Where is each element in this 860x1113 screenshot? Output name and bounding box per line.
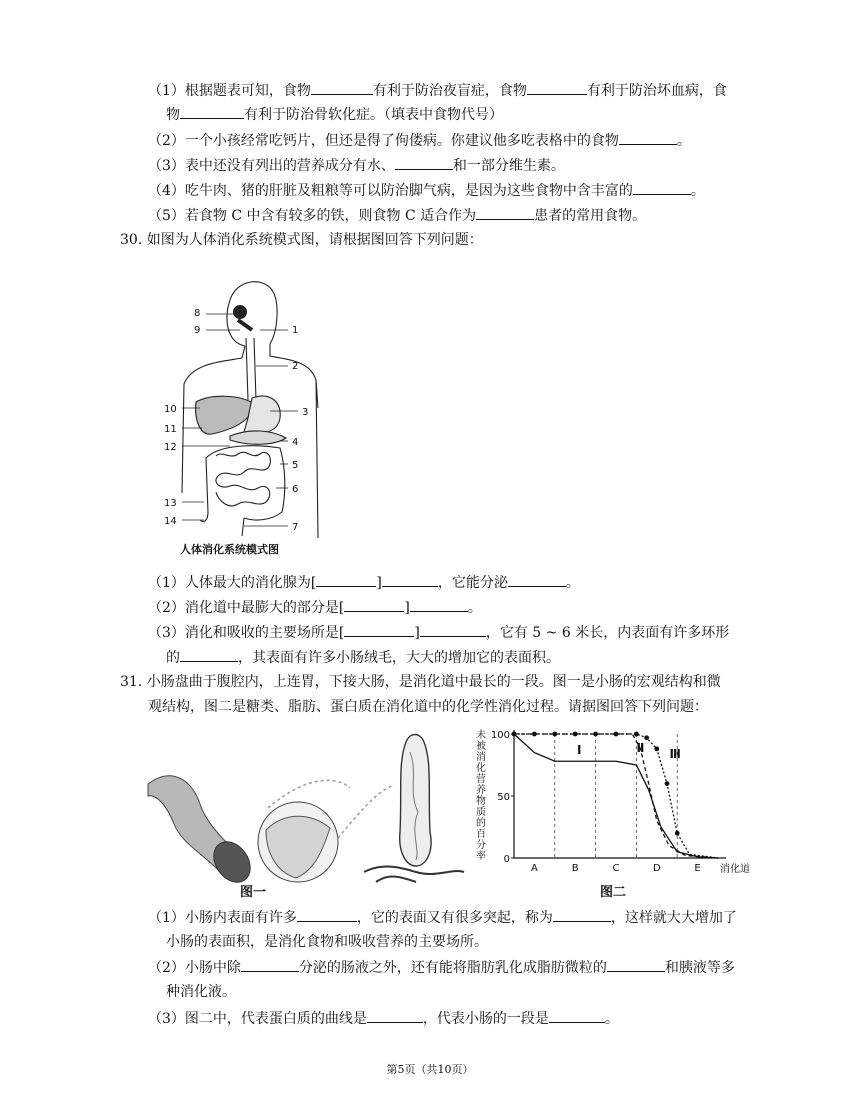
figure-label-7: 7 bbox=[292, 522, 299, 533]
figure-2-caption: 图二 bbox=[600, 885, 627, 900]
q31-stem-line-1: 31. 小肠盘曲于腹腔内，上连胃，下接大肠，是消化道中最长的一段。图一是小肠的宏观结构和微 bbox=[120, 674, 721, 690]
y-tick-label: 100 bbox=[490, 730, 510, 741]
answer-blank[interactable] bbox=[316, 572, 376, 587]
q31-item-1-line-2: 小肠的表面积，是消化食物和吸收营养的主要场所。 bbox=[166, 934, 488, 950]
rectum bbox=[242, 518, 244, 536]
q29-item-5: （5）若食物 C 中含有较多的铁，则食物 C 适合作为 患者的常用食物。 bbox=[148, 205, 646, 226]
y-tick-label: 0 bbox=[503, 854, 510, 865]
answer-blank[interactable] bbox=[241, 957, 299, 972]
salivary-gland bbox=[233, 305, 247, 319]
chart-ylabel bbox=[476, 728, 486, 862]
answer-blank[interactable] bbox=[180, 104, 244, 119]
x-tick-label: E bbox=[694, 863, 701, 874]
q30-item-1: （1）人体最大的消化腺为[ ] ，它能分泌 。 bbox=[148, 572, 580, 593]
ylabel-char: 质 bbox=[476, 807, 486, 818]
ylabel-char: 养 bbox=[476, 785, 486, 796]
digestive-system-figure bbox=[160, 268, 360, 568]
y-tick-label: 50 bbox=[497, 792, 510, 803]
figure-label-10: 10 bbox=[164, 404, 177, 415]
small-intestine bbox=[216, 452, 271, 506]
chart-axes bbox=[514, 730, 726, 858]
figure-label-8: 8 bbox=[194, 308, 201, 319]
answer-blank[interactable] bbox=[508, 572, 566, 587]
series-point bbox=[593, 732, 598, 737]
answer-blank[interactable] bbox=[344, 597, 404, 612]
villus bbox=[400, 735, 431, 867]
series-line bbox=[514, 734, 718, 858]
figure-label-2: 2 bbox=[292, 361, 299, 372]
figure-label-5: 5 bbox=[292, 460, 299, 471]
series-line bbox=[514, 734, 718, 858]
chart-grid bbox=[555, 734, 677, 858]
small-intestine-figure bbox=[140, 722, 470, 900]
ylabel-char: 的 bbox=[476, 818, 486, 829]
figure-label-9: 9 bbox=[194, 325, 201, 336]
chart-series bbox=[512, 732, 718, 858]
answer-blank[interactable] bbox=[553, 907, 611, 922]
answer-blank[interactable] bbox=[410, 597, 468, 612]
ylabel-char: 化 bbox=[476, 763, 486, 774]
answer-blank[interactable] bbox=[476, 205, 534, 220]
figure-label-11: 11 bbox=[164, 424, 177, 435]
figure-1-caption: 图一 bbox=[240, 885, 267, 900]
zoom-arrow-2 bbox=[338, 786, 392, 838]
blood-vessels bbox=[364, 867, 464, 882]
answer-blank[interactable] bbox=[311, 80, 373, 95]
esophagus bbox=[246, 338, 256, 400]
q31-item-2-line-2: 种消化液。 bbox=[166, 984, 236, 1000]
figure-label-13: 13 bbox=[164, 498, 177, 509]
answer-blank[interactable] bbox=[420, 622, 486, 637]
ylabel-char: 消 bbox=[476, 752, 486, 763]
region-label: Ⅱ bbox=[636, 741, 645, 755]
series-point bbox=[573, 732, 578, 737]
series-point bbox=[634, 732, 639, 737]
q31-item-3: （3）图二中，代表蛋白质的曲线是 ，代表小肠的一段是 。 bbox=[148, 1008, 619, 1029]
region-label: Ⅲ bbox=[669, 747, 681, 761]
ylabel-char: 百 bbox=[476, 829, 486, 840]
series-point bbox=[614, 732, 619, 737]
figure-label-6: 6 bbox=[292, 484, 299, 495]
figure-label-3: 3 bbox=[302, 407, 309, 418]
q31-item-2-line-1: （2）小肠中除 分泌的肠液之外，还有能将脂肪乳化成脂肪微粒的 和胰液等多 bbox=[148, 957, 735, 978]
q29-item-4: （4）吃牛肉、猪的肝脏及粗粮等可以防治脚气病，是因为这些食物中含丰富的 。 bbox=[148, 180, 705, 201]
answer-blank[interactable] bbox=[180, 647, 238, 662]
x-tick-label: D bbox=[652, 863, 661, 874]
q29-item-3: （3）表中还没有列出的营养成分有水、 和一部分维生素。 bbox=[148, 155, 565, 176]
answer-blank[interactable] bbox=[395, 155, 453, 170]
x-tick-label: C bbox=[612, 863, 620, 874]
answer-blank[interactable] bbox=[527, 80, 587, 95]
figure-caption: 人体消化系统模式图 bbox=[180, 543, 279, 556]
large-intestine bbox=[206, 446, 285, 520]
q31-item-1-line-1: （1）小肠内表面有许多 ，它的表面又有很多突起，称为 ，这样就大大增加了 bbox=[148, 907, 737, 928]
series-point bbox=[675, 831, 680, 836]
ylabel-char: 物 bbox=[476, 796, 486, 807]
pancreas bbox=[230, 431, 286, 444]
answer-blank[interactable] bbox=[382, 572, 438, 587]
q30-item-3-line-2: 的 ，其表面有许多小肠绒毛，大大的增加它的表面积。 bbox=[166, 647, 560, 668]
answer-blank[interactable] bbox=[633, 180, 691, 195]
answer-blank[interactable] bbox=[607, 957, 665, 972]
series-point bbox=[654, 746, 659, 751]
answer-blank[interactable] bbox=[297, 907, 357, 922]
q30-item-2: （2）消化道中最膨大的部分是[ ] 。 bbox=[148, 597, 482, 618]
digestion-chart bbox=[470, 722, 762, 900]
ylabel-char: 被 bbox=[476, 741, 486, 752]
q29-item-1-line-2: 物 有利于防治骨软化症。（填表中食物代号） bbox=[166, 104, 503, 125]
answer-blank[interactable] bbox=[367, 1008, 423, 1023]
series-point bbox=[532, 732, 537, 737]
q30-item-3-line-1: （3）消化和吸收的主要场所是[ ] ，它有 5 ~ 6 米长，内表面有许多环形 bbox=[148, 622, 729, 643]
figure-label-14: 14 bbox=[164, 516, 177, 527]
ylabel-char: 营 bbox=[476, 774, 486, 785]
x-tick-label: B bbox=[571, 863, 579, 874]
series-point bbox=[552, 732, 557, 737]
figure-label-1: 1 bbox=[292, 325, 299, 336]
page-footer: 第5页（共10页） bbox=[386, 1063, 474, 1076]
series-point bbox=[665, 781, 670, 786]
figure-label-4: 4 bbox=[292, 437, 299, 448]
answer-blank[interactable] bbox=[619, 130, 677, 145]
q30-stem: 30. 如图为人体消化系统模式图，请根据图回答下列问题： bbox=[120, 232, 483, 248]
series-point bbox=[644, 735, 649, 740]
ylabel-char: 分 bbox=[476, 840, 486, 851]
q29-item-2: （2）一个小孩经常吃钙片，但还是得了佝偻病。你建议他多吃表格中的食物 。 bbox=[148, 130, 691, 151]
q29-item-1-line-1: （1）根据题表可知，食物 有利于防治夜盲症，食物 有利于防治坏血病，食 bbox=[148, 80, 727, 101]
region-label: Ⅰ bbox=[577, 743, 582, 757]
q31-stem-line-2: 观结构，图二是糖类、脂肪、蛋白质在消化道中的化学性消化过程。请据图回答下列问题： bbox=[148, 699, 708, 715]
answer-blank[interactable] bbox=[549, 1008, 605, 1023]
series-line bbox=[514, 734, 718, 858]
chart-xlabel: 消化道 bbox=[720, 864, 750, 875]
pharynx bbox=[238, 320, 252, 330]
ylabel-char: 率 bbox=[476, 851, 486, 862]
ylabel-char: 未 bbox=[476, 730, 486, 741]
x-tick-label: A bbox=[530, 863, 538, 874]
answer-blank[interactable] bbox=[344, 622, 414, 637]
figure-label-12: 12 bbox=[164, 442, 177, 453]
